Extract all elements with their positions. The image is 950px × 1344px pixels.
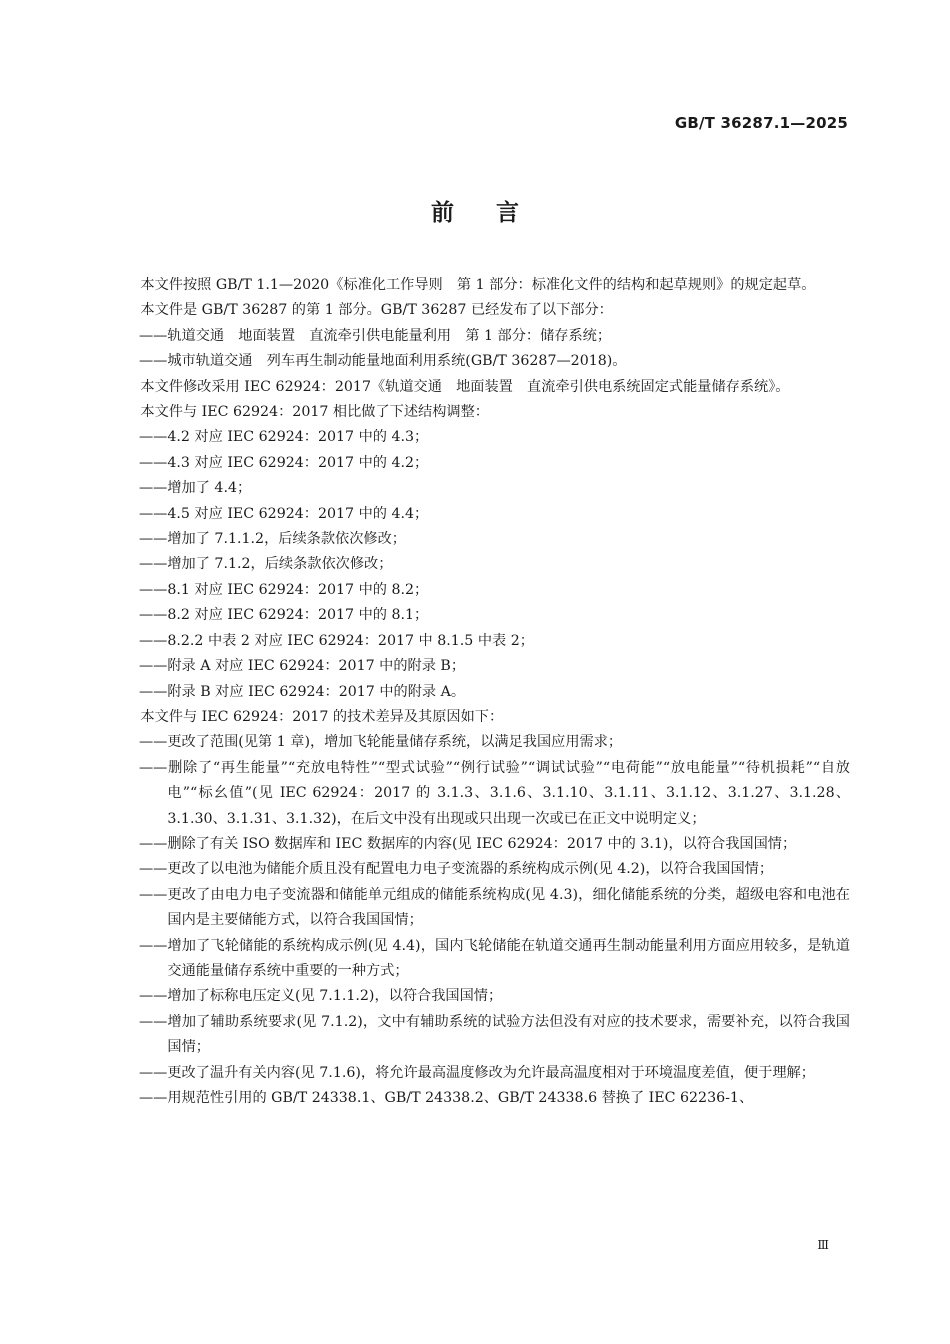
page-number: Ⅲ <box>817 1238 830 1252</box>
list-item: ——增加了辅助系统要求(见 7.1.2)，文中有辅助系统的试验方法但没有对应的技术要求，需要补充，以符合我国国情； <box>138 1013 850 1056</box>
list-item: ——删除了“再生能量”“充放电特性”“型式试验”“例行试验”“调试试验”“电荷能”“放电能量”“待机损耗”“自放电”“标幺值”(见 IEC 62924：2017 的 3.1.3、3.1.6、3.1.10、3.1.11、3.1.12、3.1.27、3.1.28、3.1.30、3.1.31、3.1.32)，在后文中没有出现或只出现一次或已在正文中说明定义； <box>138 759 850 827</box>
list-item: ——附录 A 对应 IEC 62924：2017 中的附录 B； <box>138 658 466 675</box>
list-item: ——轨道交通 地面装置 直流牵引供电能量利用 第 1 部分：储存系统； <box>138 327 612 344</box>
list-item: ——增加了标称电压定义(见 7.1.1.2)，以符合我国国情； <box>138 988 503 1005</box>
list-item: ——删除了有关 ISO 数据库和 IEC 数据库的内容(见 IEC 62924：2017 中的 3.1)，以符合我国国情； <box>138 835 797 852</box>
document-code: GB/T 36287.1—2025 <box>674 114 848 132</box>
list-item: ——8.2 对应 IEC 62924：2017 中的 8.1； <box>138 607 429 624</box>
preface-body <box>112 273 850 1111</box>
list-item: ——更改了由电力电子变流器和储能单元组成的储能系统构成(见 4.3)，细化储能系统的分类，超级电容和电池在国内是主要储能方式，以符合我国国情； <box>138 886 850 929</box>
list-item: ——增加了飞轮储能的系统构成示例(见 4.4)，国内飞轮储能在轨道交通再生制动能量利用方面应用较多，是轨道交通能量储存系统中重要的一种方式； <box>138 937 850 979</box>
list-item: ——更改了范围(见第 1 章)，增加飞轮能量储存系统，以满足我国应用需求； <box>138 734 623 751</box>
list-item: ——4.5 对应 IEC 62924：2017 中的 4.4； <box>138 505 429 522</box>
list-item: ——增加了 4.4； <box>138 480 252 497</box>
list-item: ——用规范性引用的 GB/T 24338.1、GB/T 24338.2、GB/T 24338.6 替换了 IEC 62236-1、 <box>138 1090 754 1106</box>
list-item: ——4.3 对应 IEC 62924：2017 中的 4.2； <box>138 454 429 471</box>
list-item: ——城市轨道交通 列车再生制动能量地面利用系统(GB/T 36287—2018)。 <box>138 353 627 370</box>
list-item: ——附录 B 对应 IEC 62924：2017 中的附录 A。 <box>138 683 466 700</box>
list-item: ——增加了 7.1.1.2，后续条款依次修改； <box>138 531 406 548</box>
list-item: ——更改了以电池为储能介质且没有配置电力电子变流器的系统构成示例(见 4.2)，以符合我国国情； <box>138 861 774 878</box>
list-item: ——8.1 对应 IEC 62924：2017 中的 8.2； <box>138 581 429 598</box>
list-item: ——8.2.2 中表 2 对应 IEC 62924：2017 中 8.1.5 中表 2； <box>138 632 534 649</box>
paragraph: 本文件修改采用 IEC 62924：2017《轨道交通 地面装置 直流牵引供电系统固定式能量储存系统》。 <box>140 378 790 395</box>
paragraph: 本文件与 IEC 62924：2017 的技术差异及其原因如下： <box>140 708 504 725</box>
paragraph: 本文件按照 GB/T 1.1—2020《标准化工作导则 第 1 部分：标准化文件的结构和起草规则》的规定起草。 <box>140 277 816 293</box>
list-item: ——4.2 对应 IEC 62924：2017 中的 4.3； <box>138 429 429 446</box>
paragraph: 本文件是 GB/T 36287 的第 1 部分。GB/T 36287 已经发布了以下部分： <box>140 302 613 319</box>
list-item: ——增加了 7.1.2，后续条款依次修改； <box>138 556 393 573</box>
paragraph: 本文件与 IEC 62924：2017 相比做了下述结构调整： <box>140 404 489 421</box>
page-title: 前言 <box>431 200 561 226</box>
list-item: ——更改了温升有关内容(见 7.1.6)，将允许最高温度修改为允许最高温度相对于环境温度差值，便于理解； <box>138 1064 815 1081</box>
